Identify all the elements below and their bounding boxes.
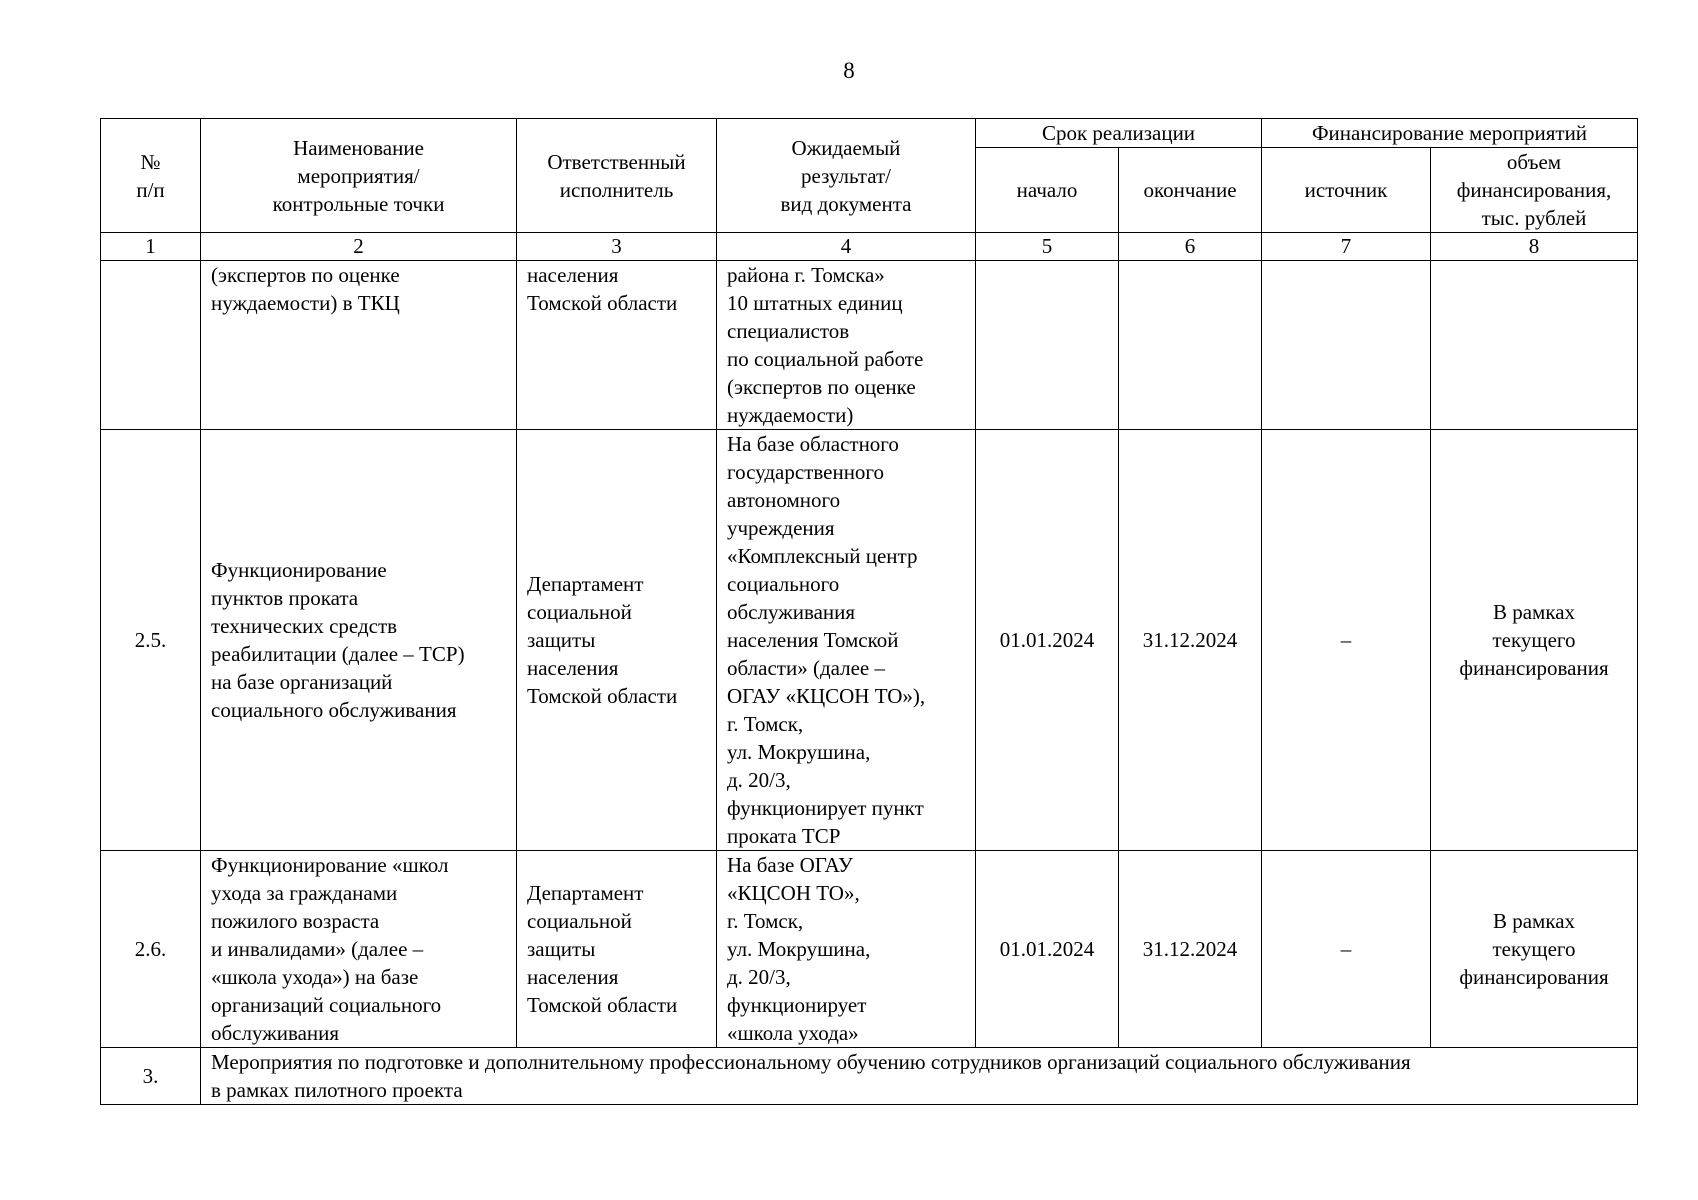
row-volume: В рамках текущего финансирования	[1431, 851, 1638, 1048]
row-end-date: 31.12.2024	[1119, 430, 1262, 851]
column-number: 5	[976, 233, 1119, 261]
column-number: 3	[517, 233, 717, 261]
header-volume: объем финансирования, тыс. рублей	[1431, 148, 1638, 233]
header-source: источник	[1262, 148, 1431, 233]
column-number: 2	[201, 233, 517, 261]
header-expected-result: Ожидаемый результат/ вид документа	[717, 119, 976, 233]
row-volume	[1431, 261, 1638, 430]
row-number: 2.5.	[101, 430, 201, 851]
section-row	[101, 1048, 1638, 1105]
row-responsible: Департамент социальной защиты населения Томской области	[517, 851, 717, 1048]
row-expected-result: района г. Томска» 10 штатных единиц специалистов по социальной работе (экспертов по оценке нуждаемости)	[717, 261, 976, 430]
row-number	[101, 261, 201, 430]
column-number: 8	[1431, 233, 1638, 261]
column-number: 1	[101, 233, 201, 261]
section-title: Мероприятия по подготовке и дополнительному профессиональному обучению сотрудников организаций социального обслуживания в рамках пилотного проекта	[201, 1048, 1638, 1105]
row-start-date: 01.01.2024	[976, 430, 1119, 851]
row-source: –	[1262, 851, 1431, 1048]
header-start: начало	[976, 148, 1119, 233]
row-event-name: Функционирование пунктов проката технических средств реабилитации (далее – ТСР) на базе организаций социального обслуживания	[201, 430, 517, 851]
row-start-date: 01.01.2024	[976, 851, 1119, 1048]
header-number: № п/п	[101, 119, 201, 233]
header-end: окончание	[1119, 148, 1262, 233]
section-number: 3.	[101, 1048, 201, 1105]
header-event-name: Наименование мероприятия/ контрольные точки	[201, 119, 517, 233]
row-event-name: Функционирование «школ ухода за гражданами пожилого возраста и инвалидами» (далее – «школа ухода») на базе организаций социального обслуживания	[201, 851, 517, 1048]
table-row	[101, 851, 1638, 1048]
header-term-group: Срок реализации	[976, 119, 1262, 148]
row-source	[1262, 261, 1431, 430]
table-row	[101, 430, 1638, 851]
page-number: 8	[843, 58, 855, 83]
header-financing-group: Финансирование мероприятий	[1262, 119, 1638, 148]
table-row	[101, 261, 1638, 430]
column-number: 6	[1119, 233, 1262, 261]
row-responsible: населения Томской области	[517, 261, 717, 430]
row-volume: В рамках текущего финансирования	[1431, 430, 1638, 851]
row-expected-result: На базе ОГАУ «КЦСОН ТО», г. Томск, ул. Мокрушина, д. 20/3, функционирует «школа ухода»	[717, 851, 976, 1048]
row-expected-result: На базе областного государственного автономного учреждения «Комплексный центр социального обслуживания населения Томской области» (далее – ОГАУ «КЦСОН ТО»), г. Томск, ул. Мокрушина, д. 20/3, функционирует пункт проката ТСР	[717, 430, 976, 851]
row-source: –	[1262, 430, 1431, 851]
row-end-date: 31.12.2024	[1119, 851, 1262, 1048]
column-number: 4	[717, 233, 976, 261]
header-responsible: Ответственный исполнитель	[517, 119, 717, 233]
column-number: 7	[1262, 233, 1431, 261]
row-end-date	[1119, 261, 1262, 430]
row-number: 2.6.	[101, 851, 201, 1048]
row-event-name: (экспертов по оценке нуждаемости) в ТКЦ	[201, 261, 517, 430]
row-responsible: Департамент социальной защиты населения Томской области	[517, 430, 717, 851]
action-plan-table	[100, 118, 1638, 1105]
row-start-date	[976, 261, 1119, 430]
